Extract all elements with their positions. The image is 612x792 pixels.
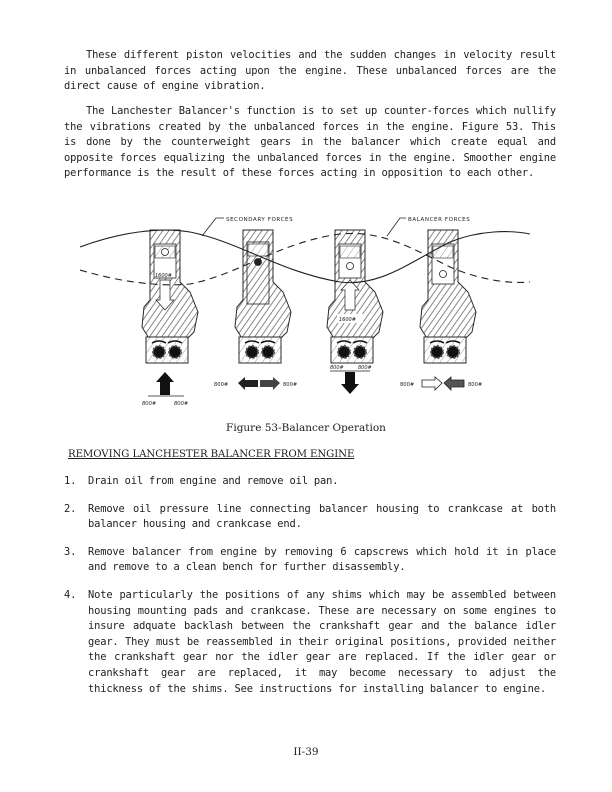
step-item — [64, 588, 556, 697]
svg-text:SECONDARY FORCES: SECONDARY FORCES — [226, 217, 294, 223]
svg-text:800#: 800# — [174, 401, 189, 407]
force-arrow-down — [330, 365, 372, 394]
figure-53-balancer-operation — [80, 212, 530, 412]
svg-text:800#: 800# — [142, 401, 157, 407]
step-text: Note particularly the positions of any shims which may be assembled between housing mounting pads and crankcase. These are necessary on some engines to insure adquate backlash between the crankshaft gear and the balance idler gear. They must be reassembled in their original positions, provided neither the crankshaft gear nor the idler gear are replaced. If the idler gear or crankshaft gear are replaced, it may become necessary to adjust the thickness of the shims. See instructions for installing balancer to engine. — [88, 588, 556, 695]
removal-steps-list — [64, 474, 556, 709]
svg-text:800#: 800# — [468, 382, 483, 388]
figure-caption: Figure 53-Balancer Operation — [226, 422, 386, 434]
step-text: Remove oil pressure line connecting balancer housing to crankcase at both balancer housing and crankcase end. — [88, 502, 556, 531]
cylinder-panel-3 — [327, 230, 383, 363]
force-arrows-outward — [214, 377, 297, 390]
intro-paragraph-text: These different piston velocities and the sudden changes in velocity result in unbalanced forces acting upon the engine. These unbalanced forces are the direct cause of engine vibration. — [64, 49, 556, 93]
svg-text:1600#: 1600# — [339, 317, 356, 323]
svg-text:800#: 800# — [358, 365, 372, 371]
step-number: 3. — [64, 545, 77, 558]
force-arrow-up — [142, 372, 189, 407]
page-number: II-39 — [293, 746, 319, 758]
step-item — [64, 502, 556, 533]
svg-text:800#: 800# — [214, 382, 229, 388]
balancer-function-text: The Lanchester Balancer's function is to set up counter-forces which nullify the vibrations created by the unbalanced forces in the engine. Figure 53. This is done by the counterweight gears in the balancer which create equal and opposite forces equalizing the unbalanced forces in the engine. Smoother engine performance is the result of these forces acting in opposition to each other. — [64, 105, 556, 180]
svg-text:800#: 800# — [400, 382, 415, 388]
balancer-function-paragraph — [64, 104, 556, 182]
cylinder-panel-1 — [142, 230, 198, 363]
balancer-forces-curve — [80, 233, 530, 284]
intro-paragraph — [64, 48, 556, 95]
step-text: Remove balancer from engine by removing 6 capscrews which hold it in place and remove to a clean bench for further disassembly. — [88, 545, 556, 574]
svg-text:1600#: 1600# — [155, 273, 172, 279]
svg-text:800#: 800# — [283, 382, 298, 388]
step-number: 1. — [64, 475, 77, 487]
secondary-forces-curve — [80, 230, 530, 283]
section-heading: REMOVING LANCHESTER BALANCER FROM ENGINE — [68, 449, 355, 460]
step-number: 2. — [64, 502, 77, 515]
step-number: 4. — [64, 588, 77, 601]
step-item — [64, 545, 556, 576]
svg-text:BALANCER FORCES: BALANCER FORCES — [408, 217, 471, 223]
cylinder-panel-4 — [420, 230, 476, 363]
force-arrows-inward — [400, 377, 482, 390]
step-text: Drain oil from engine and remove oil pan. — [88, 475, 339, 487]
step-item — [64, 474, 556, 490]
svg-text:800#: 800# — [330, 365, 344, 371]
